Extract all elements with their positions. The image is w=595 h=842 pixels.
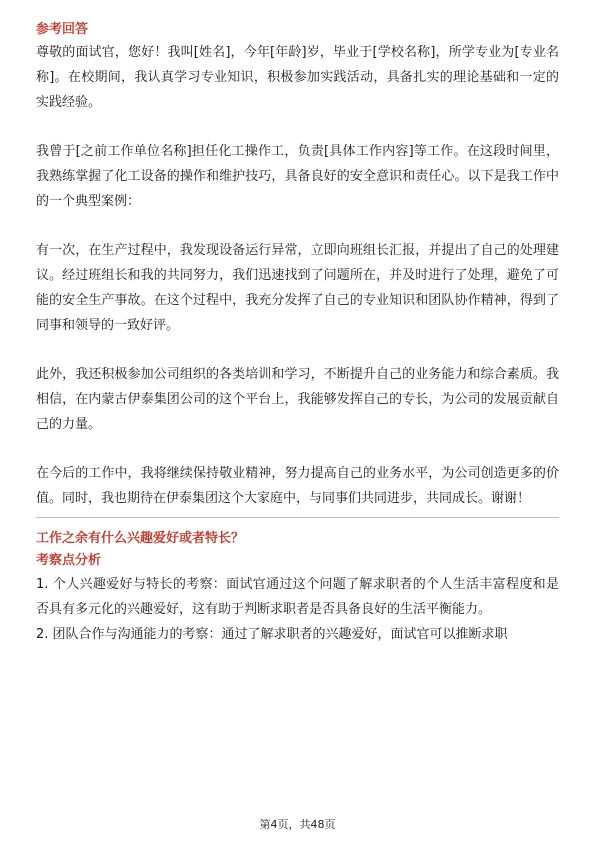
answer-paragraph-5: 在今后的工作中，我将继续保持敬业精神，努力提高自己的业务水平，为公司创造更多的价值。同时，我也期待在伊泰集团这个大家庭中，与同事们共同进步，共同成长。谢谢！: [36, 466, 559, 506]
document-page: [36, 20, 559, 647]
paragraph-gap: [36, 437, 559, 461]
paragraph-gap: [36, 214, 559, 238]
answer-paragraph-2: 我曾于[之前工作单位名称]担任化工操作工，负责[具体工作内容]等工作。在这段时间里，我熟练掌握了化工设备的操作和维护技巧，具备良好的安全意识和责任心。以下是我工作中的一个典型案例：: [36, 144, 559, 209]
answer-heading: 参考回答: [36, 22, 89, 37]
paragraph-gap: [36, 338, 559, 362]
section-divider: [36, 517, 559, 518]
analysis-heading: 考察点分析: [36, 553, 102, 568]
question-title: 工作之余有什么兴趣爱好或者特长？: [36, 531, 245, 546]
paragraph-gap: [36, 115, 559, 139]
page-footer: 第4页，共48页: [259, 818, 336, 831]
answer-paragraph-4: 此外，我还积极参加公司组织的各类培训和学习，不断提升自己的业务能力和综合素质。我相信，在内蒙古伊泰集团公司的这个平台上，我能够发挥自己的专长，为公司的发展贡献自己的力量。: [36, 367, 559, 432]
answer-paragraph-1: 尊敬的面试官，您好！我叫[姓名]，今年[年龄]岁，毕业于[学校名称]，所学专业为[专业名称]。在校期间，我认真学习专业知识，积极参加实践活动，具备扎实的理论基础和一定的实践经验。: [36, 45, 559, 110]
analysis-point-2: 2. 团队合作与沟通能力的考察：通过了解求职者的兴趣爱好，面试官可以推断求职: [36, 627, 508, 642]
analysis-point-1: 1. 个人兴趣爱好与特长的考察：面试官通过这个问题了解求职者的个人生活丰富程度和是否具有多元化的兴趣爱好，这有助于判断求职者是否具备良好的生活平衡能力。: [36, 577, 559, 617]
answer-paragraph-3: 有一次，在生产过程中，我发现设备运行异常，立即向班组长汇报，并提出了自己的处理建议。经过班组长和我的共同努力，我们迅速找到了问题所在，并及时进行了处理，避免了可能的安全生产事故。在这个过程中，我充分发挥了自己的专业知识和团队协作精神，得到了同事和领导的一致好评。: [36, 243, 559, 333]
